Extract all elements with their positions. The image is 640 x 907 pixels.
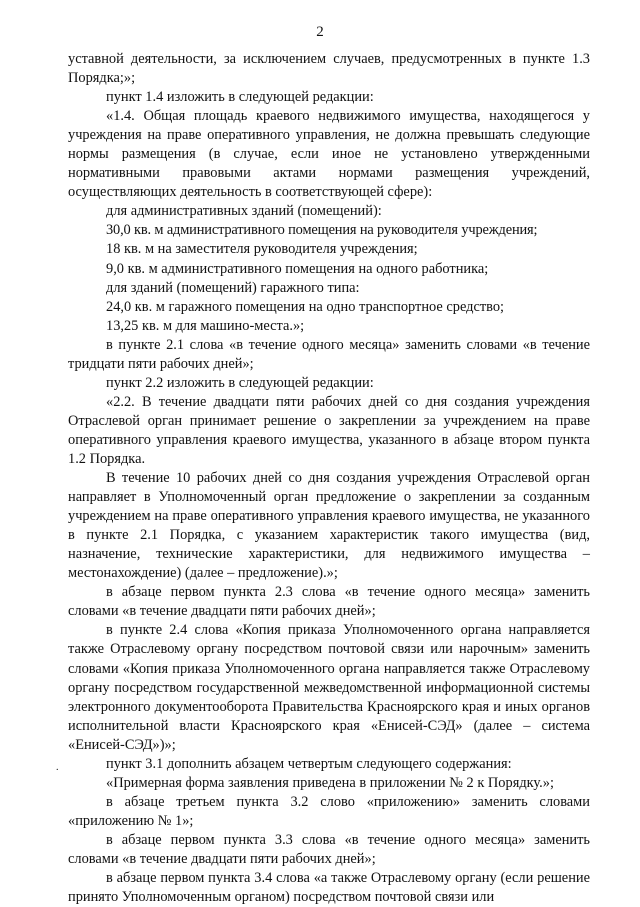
paragraph: пункт 3.1 дополнить абзацем четвертым следующего содержания: (106, 755, 512, 772)
paragraph: 18 кв. м на заместителя руководителя учреждения; (106, 241, 418, 258)
page-number: 2 (316, 24, 324, 40)
paragraph: «Примерная форма заявления приведена в приложении № 2 к Порядку.»; (106, 774, 554, 791)
paragraph: 13,25 кв. м для машино-места.»; (106, 317, 305, 334)
paragraph-with-margin-mark (56, 755, 590, 774)
paragraph: уставной деятельности, за исключением случаев, предусмотренных в пункте 1.3 Порядка;»; (68, 51, 590, 87)
paragraph: в абзаце первом пункта 3.3 слова «в течение одного месяца» заменить словами «в течение двадцати пяти рабочих дней»; (68, 831, 590, 867)
paragraph: в абзаце первом пункта 3.4 слова «а также Отраслевому органу (если решение принято Уполномоченным органом) посредством почтовой связи или (68, 870, 590, 906)
paragraph: в пункте 2.1 слова «в течение одного месяца» заменить словами «в течение тридцати пяти рабочих дней»; (68, 336, 590, 372)
paragraph: в пункте 2.4 слова «Копия приказа Уполномоченного органа направляется также Отраслевому органу посредством почтовой связи или нарочным» заменить словами «Копия приказа Уполномоченного органа направляется также Отраслевому органу посредством государственной межведомственной информационной системы электронного документооборота Правительства Красноярского края и иных органов исполнительной власти Красноярского края «Енисей-СЭД» (далее – система «Енисей-СЭД»)»; (68, 622, 590, 753)
paragraph: 30,0 кв. м административного помещения на руководителя учреждения; (106, 222, 538, 239)
paragraph: 24,0 кв. м гаражного помещения на одно транспортное средство; (106, 298, 505, 315)
paragraph: 9,0 кв. м административного помещения на одного работника; (106, 260, 489, 277)
paragraph: для административных зданий (помещений): (106, 203, 382, 220)
paragraph: «2.2. В течение двадцати пяти рабочих дней со дня создания учреждения Отраслевой орган принимает решение о закреплении за учреждением на праве оперативного управления краевого имущества, указанного в абзаце втором пункта 1.2 Порядка. (68, 393, 590, 467)
paragraph: пункт 1.4 изложить в следующей редакции: (106, 89, 374, 106)
paragraph: в абзаце третьем пункта 3.2 слово «приложению» заменить словами «приложению № 1»; (68, 793, 590, 829)
paragraph: пункт 2.2 изложить в следующей редакции: (106, 374, 374, 391)
document-body (56, 50, 590, 907)
paragraph: В течение 10 рабочих дней со дня создания учреждения Отраслевой орган направляет в Уполномоченный орган предложение о закреплении за созданным учреждением на праве оперативного управления краевого имущества, не указанного в пункте 2.1 Порядка, с указанием характеристик такого имущества (вид, назначение, технические характеристики, для недвижимого имущества – местонахождение) (далее – предложение).»; (68, 470, 590, 582)
margin-mark: . (56, 761, 59, 773)
paragraph: «1.4. Общая площадь краевого недвижимого имущества, находящегося у учреждения на праве оперативного управления, не должна превышать следующие нормы размещения (в случае, если иное не установлено утвержденными нормативными правовыми актами нормами размещения учреждений, осуществляющих деятельность в соответствующей сфере): (68, 108, 590, 201)
paragraph: для зданий (помещений) гаражного типа: (106, 279, 360, 296)
paragraph: в абзаце первом пункта 2.3 слова «в течение одного месяца» заменить словами «в течение двадцати пяти рабочих дней»; (68, 584, 590, 620)
